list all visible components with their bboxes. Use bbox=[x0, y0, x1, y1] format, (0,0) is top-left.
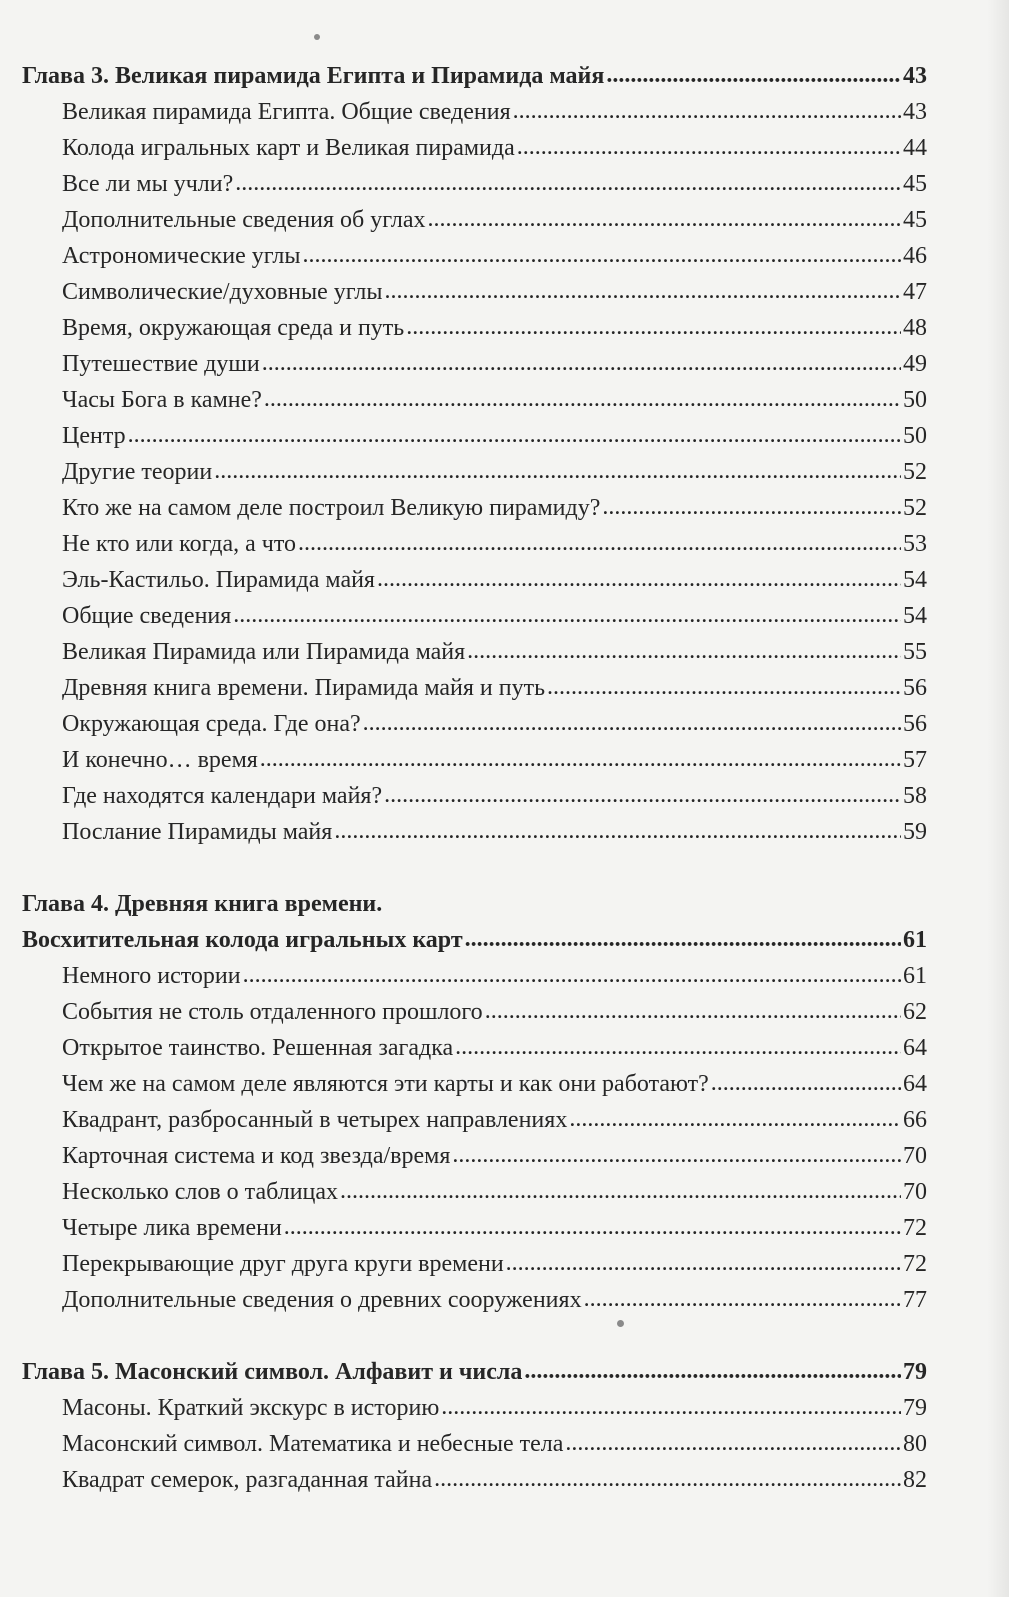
toc-entry bbox=[22, 1030, 927, 1066]
page-number: 64 bbox=[903, 1035, 927, 1061]
dot-leader bbox=[384, 777, 901, 813]
dot-leader bbox=[441, 1389, 901, 1425]
dot-leader bbox=[298, 525, 901, 561]
dot-leader bbox=[377, 561, 901, 597]
page-number: 44 bbox=[903, 135, 927, 161]
chapter-title: Глава 5. Масонский символ. Алфавит и числа bbox=[22, 1359, 523, 1385]
toc-entry bbox=[22, 94, 927, 130]
entry-title: Кто же на самом деле построил Великую пирамиду? bbox=[62, 495, 601, 521]
page-number: 43 bbox=[903, 63, 927, 89]
dot-leader bbox=[434, 1461, 901, 1497]
chapter-3 bbox=[22, 58, 927, 850]
entry-title: Немного истории bbox=[62, 963, 241, 989]
chapter-title: Восхитительная колода игральных карт bbox=[22, 927, 463, 953]
dot-leader bbox=[711, 1065, 901, 1101]
chapter-heading bbox=[22, 58, 927, 94]
page-number: 50 bbox=[903, 423, 927, 449]
page-number: 53 bbox=[903, 531, 927, 557]
toc-entry bbox=[22, 454, 927, 490]
dot-leader bbox=[284, 1209, 901, 1245]
chapter-title-line1: Глава 4. Древняя книга времени. bbox=[22, 891, 383, 917]
toc-entry bbox=[22, 1066, 927, 1102]
page-number: 66 bbox=[903, 1107, 927, 1133]
toc-entry bbox=[22, 1246, 927, 1282]
table-of-contents bbox=[22, 58, 927, 1498]
toc-entry bbox=[22, 1426, 927, 1462]
dot-leader bbox=[602, 489, 901, 525]
entry-title: Несколько слов о таблицах bbox=[62, 1179, 339, 1205]
page-number: 58 bbox=[903, 783, 927, 809]
entry-title: Квадрант, разбросанный в четырех направлениях bbox=[62, 1107, 568, 1133]
dot-leader bbox=[455, 1029, 901, 1065]
dot-leader bbox=[340, 1173, 901, 1209]
entry-list bbox=[22, 958, 927, 1318]
entry-title: Открытое таинство. Решенная загадка bbox=[62, 1035, 454, 1061]
entry-title: Четыре лика времени bbox=[62, 1215, 282, 1241]
dot-leader bbox=[506, 1245, 901, 1281]
chapter-title: Глава 3. Великая пирамида Египта и Пирамида майя bbox=[22, 63, 605, 89]
page-number: 79 bbox=[903, 1395, 927, 1421]
page-number: 46 bbox=[903, 243, 927, 269]
page-number: 72 bbox=[903, 1251, 927, 1277]
entry-title: Общие сведения bbox=[62, 603, 232, 629]
entry-title: Древняя книга времени. Пирамида майя и путь bbox=[62, 675, 546, 701]
dot-leader bbox=[243, 957, 901, 993]
entry-title: Все ли мы учли? bbox=[62, 171, 234, 197]
entry-title: Часы Бога в камне? bbox=[62, 387, 262, 413]
page-number: 59 bbox=[903, 819, 927, 845]
toc-entry bbox=[22, 274, 927, 310]
dot-leader bbox=[547, 669, 901, 705]
entry-title: Масоны. Краткий экскурс в историю bbox=[62, 1395, 440, 1421]
entry-title: Великая пирамида Египта. Общие сведения bbox=[62, 99, 511, 125]
page-number: 79 bbox=[903, 1359, 927, 1385]
page-number: 72 bbox=[903, 1215, 927, 1241]
entry-title: Масонский символ. Математика и небесные тела bbox=[62, 1431, 564, 1457]
page-number: 45 bbox=[903, 207, 927, 233]
dot-leader bbox=[384, 273, 901, 309]
page-number: 56 bbox=[903, 711, 927, 737]
dot-leader bbox=[406, 309, 901, 345]
toc-entry bbox=[22, 1282, 927, 1318]
entry-title: Где находятся календари майя? bbox=[62, 783, 383, 809]
ink-speck bbox=[314, 34, 320, 40]
page-number: 64 bbox=[903, 1071, 927, 1097]
toc-entry bbox=[22, 130, 927, 166]
page-number: 50 bbox=[903, 387, 927, 413]
page-number: 52 bbox=[903, 459, 927, 485]
dot-leader bbox=[427, 201, 901, 237]
dot-leader bbox=[128, 417, 901, 453]
chapter-heading-line bbox=[22, 886, 927, 922]
entry-title: Карточная система и код звезда/время bbox=[62, 1143, 451, 1169]
toc-entry bbox=[22, 1210, 927, 1246]
toc-entry bbox=[22, 994, 927, 1030]
toc-entry bbox=[22, 1174, 927, 1210]
dot-leader bbox=[452, 1137, 901, 1173]
toc-entry bbox=[22, 562, 927, 598]
entry-title: Перекрывающие друг друга круги времени bbox=[62, 1251, 504, 1277]
entry-title: Дополнительные сведения об углах bbox=[62, 207, 426, 233]
toc-entry bbox=[22, 166, 927, 202]
entry-title: Путешествие души bbox=[62, 351, 260, 377]
page-number: 54 bbox=[903, 567, 927, 593]
page-number: 52 bbox=[903, 495, 927, 521]
entry-list bbox=[22, 94, 927, 850]
dot-leader bbox=[260, 741, 901, 777]
page-number: 54 bbox=[903, 603, 927, 629]
page-number: 61 bbox=[903, 927, 927, 953]
toc-entry bbox=[22, 310, 927, 346]
entry-list bbox=[22, 1390, 927, 1498]
page-number: 57 bbox=[903, 747, 927, 773]
page-number: 56 bbox=[903, 675, 927, 701]
dot-leader bbox=[517, 129, 901, 165]
toc-entry bbox=[22, 1102, 927, 1138]
chapter-4 bbox=[22, 886, 927, 1318]
chapter-heading bbox=[22, 922, 927, 958]
chapter-5 bbox=[22, 1354, 927, 1498]
toc-entry bbox=[22, 742, 927, 778]
dot-leader bbox=[334, 813, 901, 849]
entry-title: Символические/духовные углы bbox=[62, 279, 383, 305]
toc-entry bbox=[22, 706, 927, 742]
dot-leader bbox=[233, 597, 901, 633]
dot-leader bbox=[264, 381, 901, 417]
dot-leader bbox=[302, 237, 901, 273]
page-number: 45 bbox=[903, 171, 927, 197]
entry-title: Чем же на самом деле являются эти карты и как они работают? bbox=[62, 1071, 709, 1097]
toc-entry bbox=[22, 814, 927, 850]
entry-title: Центр bbox=[62, 423, 126, 449]
toc-entry bbox=[22, 202, 927, 238]
entry-title: Квадрат семерок, разгаданная тайна bbox=[62, 1467, 433, 1493]
page-edge-shadow bbox=[987, 0, 1009, 1597]
entry-title: И конечно… время bbox=[62, 747, 258, 773]
toc-entry bbox=[22, 346, 927, 382]
dot-leader bbox=[235, 165, 901, 201]
page-number: 82 bbox=[903, 1467, 927, 1493]
page-number: 43 bbox=[903, 99, 927, 125]
page-number: 61 bbox=[903, 963, 927, 989]
dot-leader bbox=[565, 1425, 901, 1461]
entry-title: Великая Пирамида или Пирамида майя bbox=[62, 639, 466, 665]
entry-title: Не кто или когда, а что bbox=[62, 531, 297, 557]
dot-leader bbox=[606, 57, 901, 93]
dot-leader bbox=[214, 453, 901, 489]
toc-entry bbox=[22, 490, 927, 526]
dot-leader bbox=[584, 1281, 901, 1317]
entry-title: Другие теории bbox=[62, 459, 213, 485]
page-number: 80 bbox=[903, 1431, 927, 1457]
entry-title: Дополнительные сведения о древних сооружениях bbox=[62, 1287, 582, 1313]
toc-entry bbox=[22, 958, 927, 994]
toc-entry bbox=[22, 238, 927, 274]
entry-title: События не столь отдаленного прошлого bbox=[62, 999, 483, 1025]
toc-entry bbox=[22, 382, 927, 418]
dot-leader bbox=[524, 1353, 901, 1389]
entry-title: Окружающая среда. Где она? bbox=[62, 711, 361, 737]
chapter-heading bbox=[22, 1354, 927, 1390]
page-number: 70 bbox=[903, 1179, 927, 1205]
dot-leader bbox=[513, 93, 901, 129]
page-number: 55 bbox=[903, 639, 927, 665]
toc-entry bbox=[22, 598, 927, 634]
dot-leader bbox=[465, 921, 901, 957]
dot-leader bbox=[363, 705, 901, 741]
page-number: 48 bbox=[903, 315, 927, 341]
toc-entry bbox=[22, 1138, 927, 1174]
toc-entry bbox=[22, 526, 927, 562]
dot-leader bbox=[485, 993, 901, 1029]
dot-leader bbox=[262, 345, 901, 381]
entry-title: Эль-Кастильо. Пирамида майя bbox=[62, 567, 375, 593]
page-number: 62 bbox=[903, 999, 927, 1025]
page-number: 70 bbox=[903, 1143, 927, 1169]
toc-entry bbox=[22, 634, 927, 670]
page-number: 49 bbox=[903, 351, 927, 377]
entry-title: Астрономические углы bbox=[62, 243, 301, 269]
toc-entry bbox=[22, 778, 927, 814]
entry-title: Послание Пирамиды майя bbox=[62, 819, 333, 845]
entry-title: Время, окружающая среда и путь bbox=[62, 315, 405, 341]
toc-entry bbox=[22, 670, 927, 706]
page-number: 47 bbox=[903, 279, 927, 305]
toc-entry bbox=[22, 1462, 927, 1498]
toc-entry bbox=[22, 418, 927, 454]
toc-entry bbox=[22, 1390, 927, 1426]
dot-leader bbox=[569, 1101, 901, 1137]
dot-leader bbox=[467, 633, 901, 669]
entry-title: Колода игральных карт и Великая пирамида bbox=[62, 135, 515, 161]
page-number: 77 bbox=[903, 1287, 927, 1313]
